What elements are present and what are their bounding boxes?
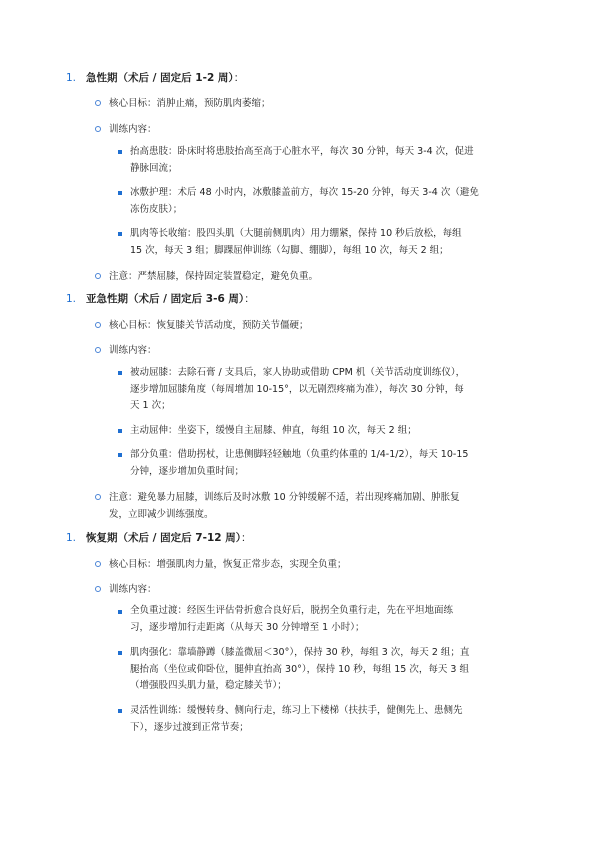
list-item-line: 习，逐步增加行走距离（从每天 30 分钟增至 1 小时）； xyxy=(130,621,365,633)
content-label: 训练内容： xyxy=(109,124,157,135)
hollow-bullet-icon xyxy=(95,273,101,279)
note-line: 发，立即减少训练强度。 xyxy=(109,509,214,520)
list-item-line: 部分负重：借助拐杖，让患侧脚轻轻触地（负重约体重的 1/4-1/2），每天 10-15 xyxy=(130,449,469,460)
section-number: 1. xyxy=(66,532,77,544)
list-item xyxy=(130,603,530,636)
list-item-line: 肌肉强化：靠墙静蹲（膝盖微屈＜30°），保持 30 秒，每组 3 次，每天 2 组；直 xyxy=(130,647,470,658)
list-item xyxy=(130,645,530,695)
hollow-bullet-icon xyxy=(95,494,101,500)
hollow-bullet-icon xyxy=(95,100,101,106)
section-colon: ： xyxy=(233,72,245,84)
list-item-line: 天 1 次； xyxy=(130,400,171,411)
list-item-line: 肌肉等长收缩：股四头肌（大腿前侧肌肉）用力绷紧，保持 10 秒后放松，每组 xyxy=(130,228,462,239)
section-title: 急性期（术后 / 固定后 1-2 周） xyxy=(86,72,234,84)
note-line: 注意：避免暴力屈膝，训练后及时冰敷 10 分钟缓解不适，若出现疼痛加剧、肿胀复 xyxy=(109,492,460,503)
list-item-line: 抬高患肢：卧床时将患肢抬高至高于心脏水平，每次 30 分钟，每天 3-4 次，促进 xyxy=(130,146,474,157)
section-number: 1. xyxy=(66,293,77,305)
list-item-line: 15 次，每天 3 组；脚踝屈伸训练（勾脚、绷脚），每组 10 次，每天 2 组； xyxy=(130,244,449,256)
square-bullet-icon xyxy=(118,150,122,154)
list-item xyxy=(130,447,530,480)
section-goal: 核心目标：恢复膝关节活动度，预防关节僵硬； xyxy=(109,320,309,331)
hollow-bullet-icon xyxy=(95,347,101,353)
section-note: 注意：严禁屈膝，保持固定装置稳定，避免负重。 xyxy=(109,271,319,282)
hollow-bullet-icon xyxy=(95,561,101,567)
list-item xyxy=(130,226,530,259)
hollow-bullet-icon xyxy=(95,586,101,592)
square-bullet-icon xyxy=(118,232,122,236)
list-item-line: （增强股四头肌力量，稳定膝关节）； xyxy=(130,680,287,691)
list-item-line: 冰敷护理：术后 48 小时内，冰敷膝盖前方，每次 15-20 分钟，每天 3-4 次（避免 xyxy=(130,187,479,198)
list-item-line: 下），逐步过渡到正常节奏； xyxy=(130,721,249,733)
square-bullet-icon xyxy=(118,651,122,655)
list-item-line: 静脉回流； xyxy=(130,162,178,174)
list-item-line: 逐步增加屈膝角度（每周增加 10-15°，以无剧烈疼痛为准），每次 30 分钟，每 xyxy=(130,383,464,395)
list-item-line: 主动屈伸：坐姿下，缓慢自主屈膝、伸直，每组 10 次，每天 2 组； xyxy=(130,425,417,436)
section-heading xyxy=(86,292,536,307)
list-item xyxy=(130,703,530,736)
content-label: 训练内容： xyxy=(109,584,157,595)
list-item xyxy=(130,185,530,218)
list-item-line: 冻伤皮肤）； xyxy=(130,203,183,215)
list-item-line: 分钟，逐步增加负重时间； xyxy=(130,465,245,477)
list-item-line: 全负重过渡：经医生评估骨折愈合良好后，脱拐全负重行走，先在平坦地面练 xyxy=(130,605,454,616)
section-colon: ： xyxy=(240,532,252,544)
square-bullet-icon xyxy=(118,429,122,433)
list-item xyxy=(130,144,530,177)
hollow-bullet-icon xyxy=(95,322,101,328)
list-item xyxy=(130,423,530,440)
section-title: 恢复期（术后 / 固定后 7-12 周） xyxy=(86,532,241,544)
section-heading xyxy=(86,71,536,86)
square-bullet-icon xyxy=(118,610,122,614)
list-item xyxy=(130,365,530,415)
square-bullet-icon xyxy=(118,371,122,375)
square-bullet-icon xyxy=(118,191,122,195)
section-note xyxy=(109,489,529,523)
section-goal: 核心目标：消肿止痛，预防肌肉萎缩； xyxy=(109,98,271,109)
section-title: 亚急性期（术后 / 固定后 3-6 周） xyxy=(86,293,245,305)
section-colon: ： xyxy=(244,293,255,305)
list-item-line: 灵活性训练：缓慢转身、侧向行走，练习上下楼梯（扶扶手，健侧先上、患侧先 xyxy=(130,705,463,716)
square-bullet-icon xyxy=(118,709,122,713)
section-heading xyxy=(86,531,536,546)
square-bullet-icon xyxy=(118,453,122,457)
hollow-bullet-icon xyxy=(95,126,101,132)
section-goal: 核心目标：增强肌肉力量，恢复正常步态，实现全负重； xyxy=(109,559,347,570)
section-number: 1. xyxy=(66,72,77,84)
content-label: 训练内容： xyxy=(109,345,157,356)
list-item-line: 腿抬高（坐位或仰卧位，腿伸直抬高 30°），保持 10 秒，每组 15 次，每天 3 组 xyxy=(130,663,469,675)
list-item-line: 被动屈膝：去除石膏 / 支具后，家人协助或借助 CPM 机（关节活动度训练仪）， xyxy=(130,367,466,378)
